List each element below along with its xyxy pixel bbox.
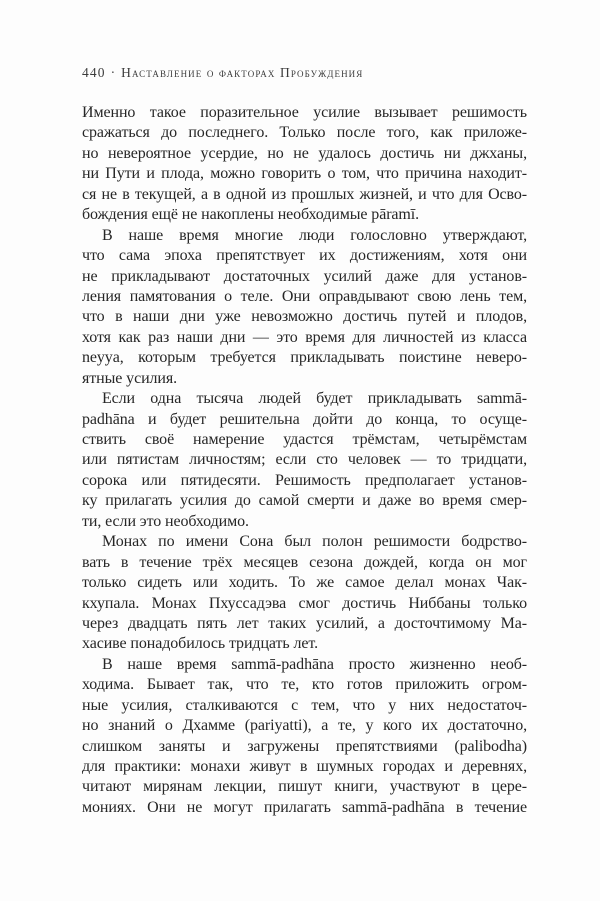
text-line: ти, если это необходимо. bbox=[82, 512, 249, 530]
text-line: кхупала. Монах Пхуссадэва смог достичь Ниббаны только bbox=[82, 594, 527, 612]
header-separator-dot: · bbox=[110, 65, 117, 80]
text-line: ствить своё намерение удастся трёмстам, четырёмстам bbox=[82, 431, 527, 448]
text-line: только сидеть или ходить. То же самое делал монах Чак- bbox=[82, 574, 527, 592]
page-body bbox=[82, 103, 527, 818]
text-line: не прикладывают достаточных усилий даже для установ- bbox=[82, 267, 527, 285]
text-line: ные усилия, сталкиваются с тем, что у них недостаточ- bbox=[82, 696, 527, 714]
text-line: ления памятования о теле. Они оправдывают свою лень тем, bbox=[82, 287, 527, 305]
text-line: но знаний о Дхамме (pariyatti), а те, у кого их достаточно, bbox=[82, 717, 527, 735]
text-line: мониях. Они не могут прилагать sammā-padhāna в течение bbox=[82, 798, 527, 816]
text-line: ку прилагать усилия до самой смерти и даже во время смер- bbox=[82, 492, 527, 510]
text-line: сорока или пятидесяти. Решимость предполагает установ- bbox=[82, 471, 527, 489]
text-line: но невероятное усердие, но не удалось достичь ни джханы, bbox=[82, 144, 527, 162]
text-line: бождения ещё не накоплены необходимые pāramī. bbox=[82, 206, 420, 224]
text-line: Монах по имени Сона был полон решимости бодрство- bbox=[102, 533, 527, 551]
text-line: через двадцать пять лет таких усилий, а досточтимому Ма- bbox=[82, 614, 527, 632]
text-line: или пятистам личностям; если сто человек — то тридцати, bbox=[82, 451, 527, 469]
paragraph bbox=[82, 389, 527, 532]
text-line: Если одна тысяча людей будет прикладывать sammā- bbox=[102, 390, 527, 408]
chapter-title: Наставление о факторах Пробуждения bbox=[121, 65, 364, 80]
text-line: что сама эпоха препятствует их достижениям, хотя они bbox=[82, 247, 527, 265]
text-line: neyya, которым требуется прикладывать поистине неверо- bbox=[82, 349, 527, 367]
text-line: что в наши дни уже невозможно достичь путей и плодов, bbox=[82, 308, 527, 326]
text-line: padhāna и будет решительна дойти до конца, то осуще- bbox=[82, 410, 527, 428]
paragraph bbox=[82, 655, 527, 819]
text-line: для практики: монахи живут в шумных городах и деревнях, bbox=[82, 758, 527, 775]
text-line: сражаться до последнего. Только после того, как приложе- bbox=[82, 124, 527, 142]
paragraph bbox=[82, 532, 527, 655]
text-line: слишком заняты и загружены препятствиями (palibodha) bbox=[82, 737, 527, 755]
text-line: ни Пути и плода, можно говорить о том, что причина находит- bbox=[82, 165, 527, 183]
text-line: читают мирянам лекции, пишут книги, участвуют в цере- bbox=[82, 778, 527, 796]
text-line: хасиве понадобилось тридцать лет. bbox=[82, 635, 318, 653]
text-line: ся не в текущей, а в одной из прошлых жизней, и что для Осво- bbox=[82, 185, 527, 203]
text-line: вать в течение трёх месяцев сезона дождей, когда он мог bbox=[82, 553, 527, 571]
text-line: ходима. Бывает так, что те, кто готов приложить огром- bbox=[82, 676, 527, 694]
text-line: В наше время sammā-padhāna просто жизненно необ- bbox=[102, 655, 527, 673]
text-line: Именно такое поразительное усилие вызывает решимость bbox=[82, 104, 527, 121]
paragraph bbox=[82, 103, 527, 226]
page-number: 440 bbox=[82, 65, 106, 80]
paragraph bbox=[82, 226, 527, 390]
text-line: В наше время многие люди голословно утверждают, bbox=[102, 226, 527, 244]
text-line: ятные усилия. bbox=[82, 369, 178, 387]
page-header bbox=[82, 65, 542, 81]
text-line: хотя как раз наши дни — это время для личностей из класса bbox=[82, 328, 527, 346]
